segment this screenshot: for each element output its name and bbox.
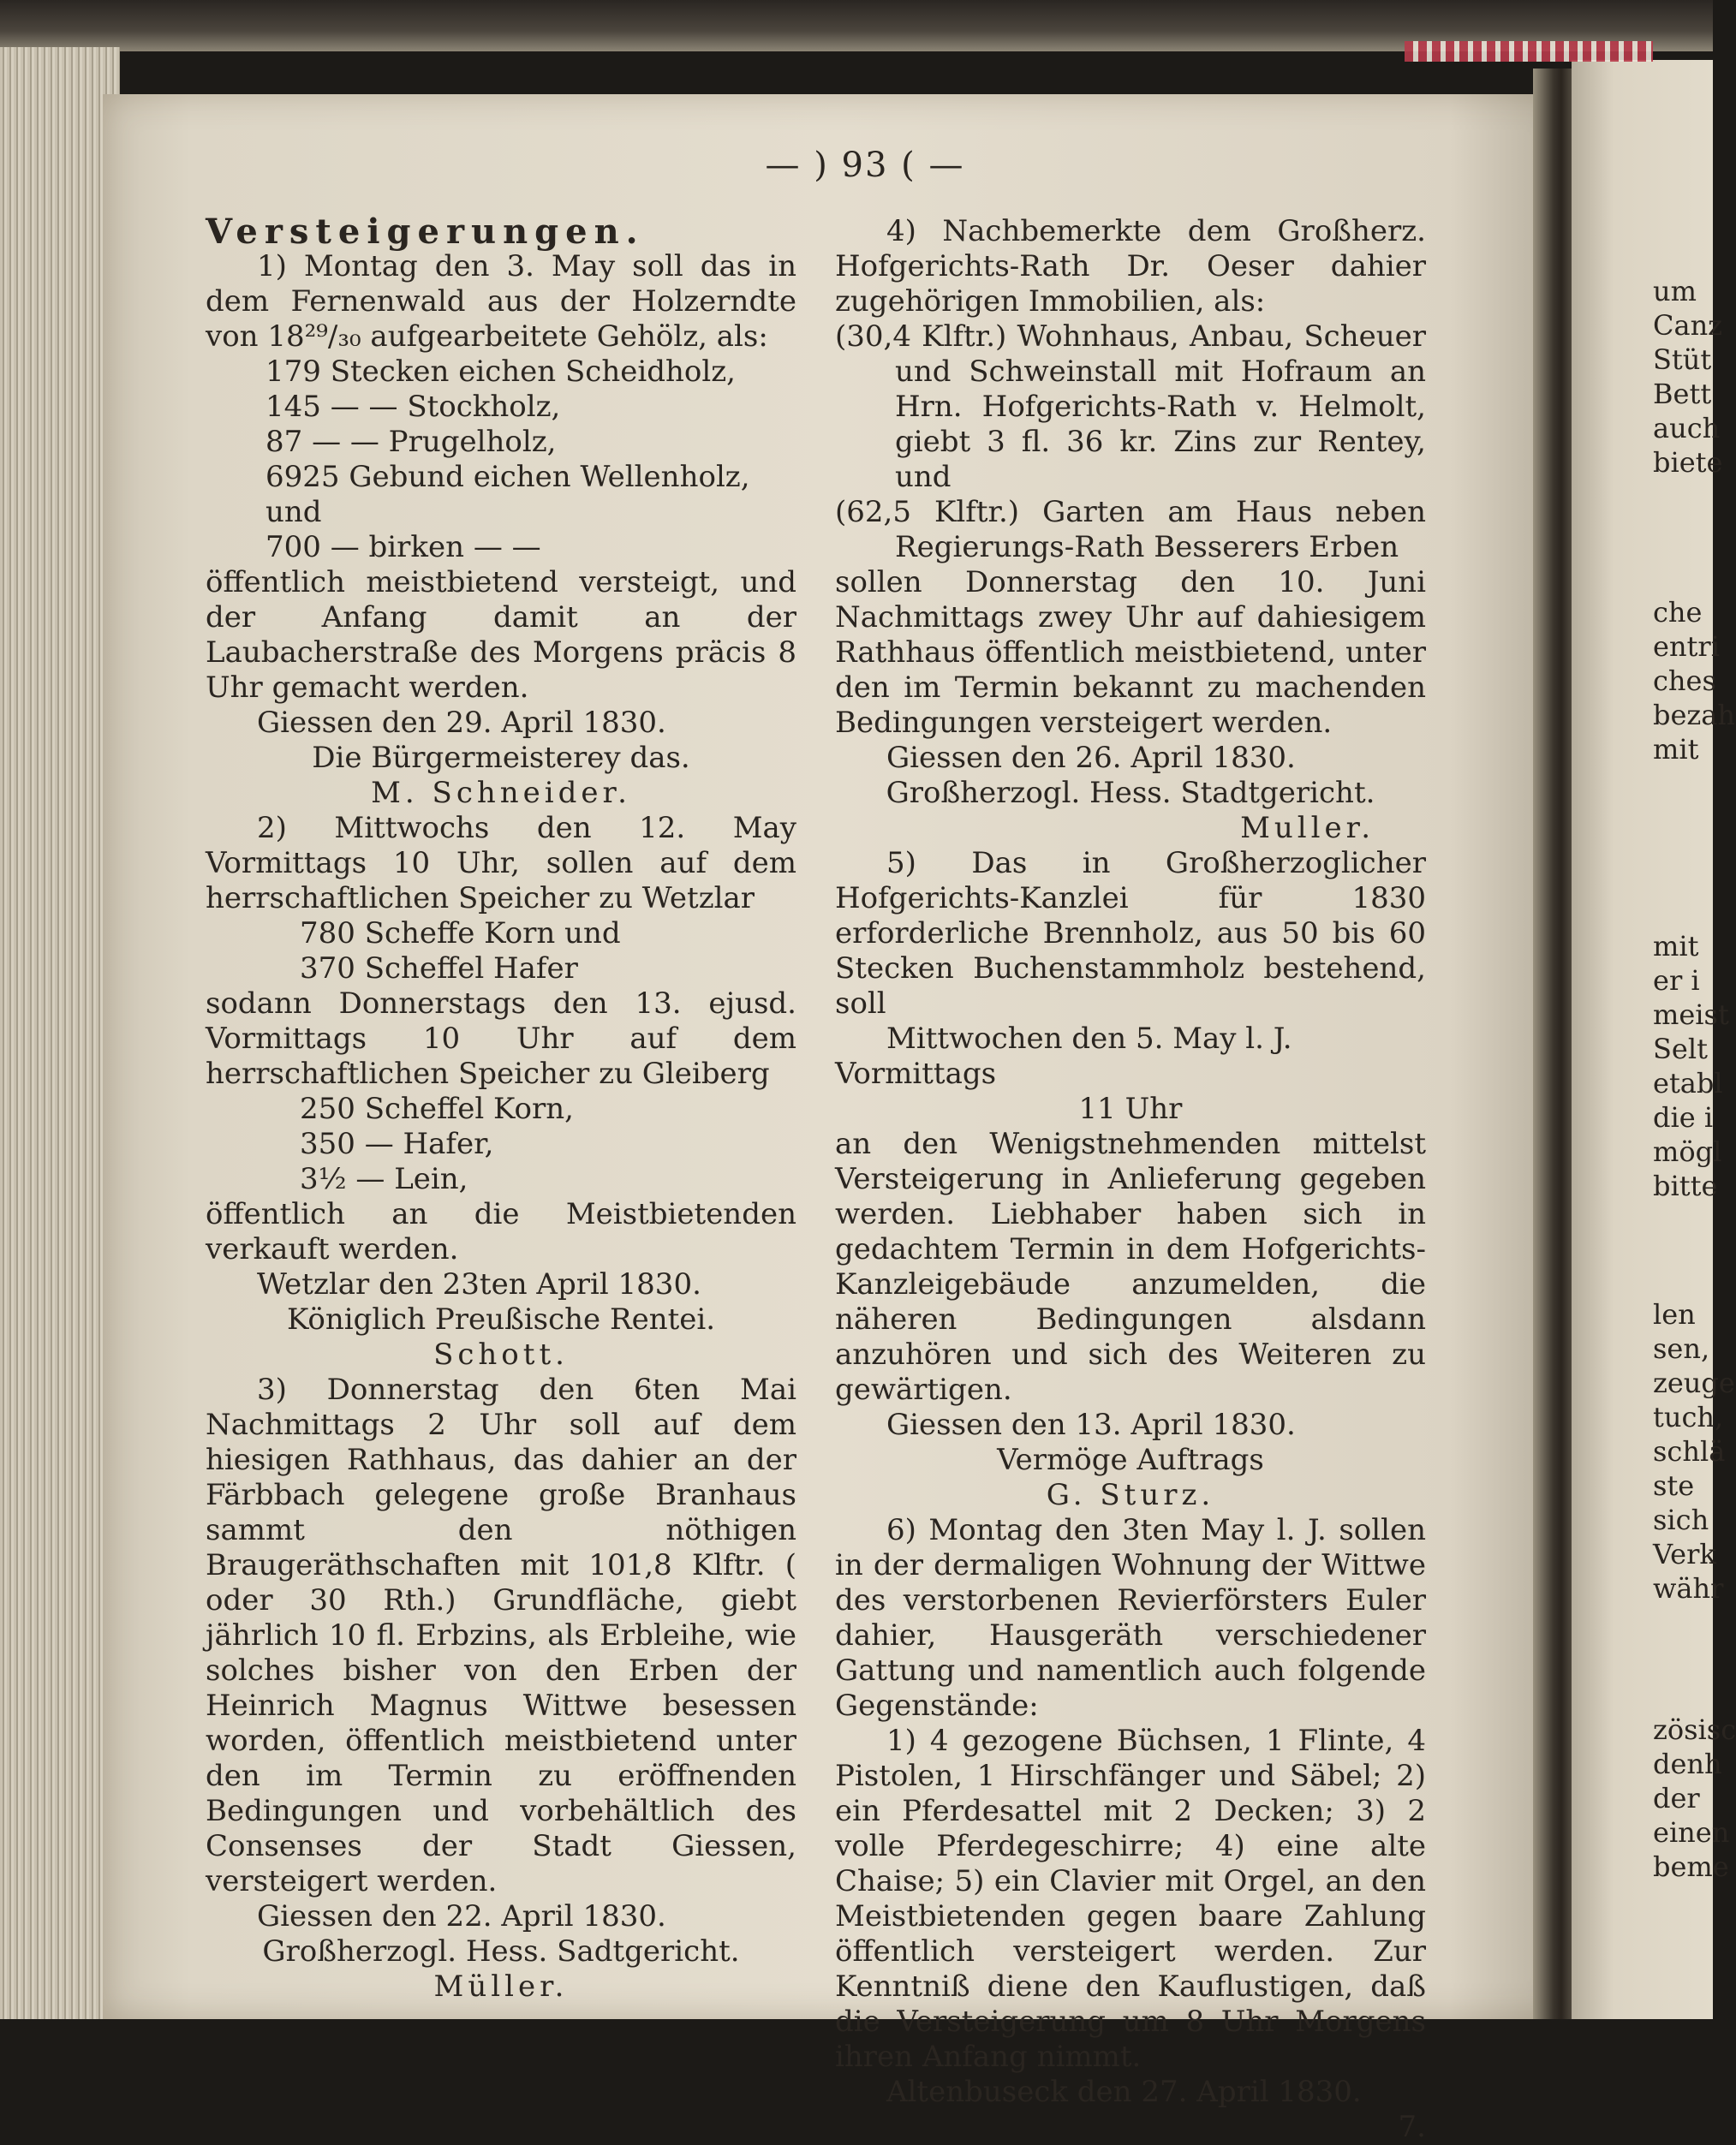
bookmark-ribbon — [1405, 41, 1653, 62]
notice-5-authority: Vermöge Auftrags — [997, 1443, 1264, 1477]
fragment-word: die i — [1653, 1101, 1714, 1134]
notice-4-text: 4) Nachbemerkte dem Großherz. Hofgerichts-Rath Dr. Oeser dahier zugehörigen Immobilien, als: — [835, 214, 1426, 319]
notice-4-authority: Großherzogl. Hess. Stadtgericht. — [886, 776, 1375, 810]
book-page-stack — [0, 47, 120, 2019]
fragment-word: Selt — [1653, 1033, 1708, 1065]
notice-4-items — [835, 319, 1426, 565]
fragment-word: sich — [1653, 1504, 1709, 1536]
notice-5-text: 5) Das in Großherzoglicher Hofgerichts-Kanzlei für 1830 erforderliche Brennholz, aus 50 bis 60 Stecken Buchenstammholz bestehend, soll — [835, 846, 1426, 1021]
list-item: (62,5 Klftr.) Garten am Haus neben Regierungs-Rath Besserers Erben — [835, 495, 1426, 564]
notice-5-after: an den Wenigstnehmenden mittelst Versteigerung in Anlieferung gegeben werden. Liebhaber haben sich in gedachtem Termin in dem Hofgerichts-Kanzleigebäude anzumelden, die näheren Bedingungen alsdann anzuhören und sich des Weiteren zu gewärtigen. — [835, 1127, 1426, 1407]
notice-5-place: Giessen den 13. April 1830. — [886, 1408, 1296, 1442]
list-item: 700 — birken — — — [265, 530, 541, 564]
notice-5-time-2: 11 Uhr — [1078, 1092, 1183, 1126]
fragment-word: tuch, — [1653, 1401, 1724, 1433]
list-item: 145 — — Stockholz, — [265, 390, 561, 424]
notice-2-after: öffentlich an die Meistbietenden verkauft werden. — [206, 1197, 796, 1266]
notice-3-text: 3) Donnerstag den 6ten Mai Nachmittags 2 Uhr soll auf dem hiesigen Rathhaus, das dahier an der Färbbach gelegene große Branhaus sammt den nöthigen Braugeräthschaften mit 101,8 Klftr. ( oder 30 Rth.) Grundfläche, giebt jährlich 10 fl. Erbzins, als Erbleihe, wie solches bisher von den Erben der Heinrich Magnus Wittwe besessen worden, öffentlich meistbietend unter den im Termin zu eröffnenden Bedingungen und vorbehältlich des Consenses der Stadt Giessen, versteigert werden. — [206, 1373, 796, 1898]
notice-6-place: Altenbuseck den 27. April 1830. — [886, 2075, 1362, 2109]
fragment-word: um — [1653, 275, 1697, 307]
notice-6-list: 1) 4 gezogene Büchsen, 1 Flinte, 4 Pistolen, 1 Hirschfänger und Säbel; 2) ein Pferdesattel mit 2 Decken; 3) 2 volle Pferdegeschirre; 4) eine alte Chaise; 5) ein Clavier mit Orgel, an den Meistbietenden gegen baare Zahlung öffentlich versteigert werden. Zur Kenntniß diene den Kauflustigen, daß die Versteigerung um 8 Uhr Morgens ihren Anfang nimmt. — [835, 1724, 1426, 2074]
fragment-word: Verk — [1653, 1538, 1716, 1570]
notice-3-authority: Großherzogl. Hess. Sadtgericht. — [262, 1934, 740, 1969]
list-item: 250 Scheffel Korn, — [300, 1092, 574, 1126]
fragment-word: mit — [1653, 733, 1699, 766]
notice-5-time: Mittwochen den 5. May l. J. Vormittags — [835, 1022, 1292, 1091]
notice-4-after: sollen Donnerstag den 10. Juni Nachmittags zwey Uhr auf dahiesigem Rathhaus öffentlich meistbietend, unter den im Termin bekannt zu machenden Bedingungen versteigert werden. — [835, 565, 1426, 740]
list-item: 350 — Hafer, — [300, 1127, 494, 1161]
fragment-word: Stüt — [1653, 343, 1712, 376]
fragment-word: ches — [1653, 664, 1716, 697]
fragment-word: bitte — [1653, 1170, 1718, 1202]
list-item: 87 — — Prugelholz, — [265, 425, 557, 459]
fragment-word: schlä — [1653, 1435, 1726, 1468]
notice-5-signature: G. Sturz. — [1046, 1478, 1215, 1512]
fragment-word: ste — [1653, 1469, 1695, 1502]
section-heading: Versteigerungen. — [206, 212, 645, 252]
list-item: 179 Stecken eichen Scheidholz, — [265, 355, 736, 389]
fragment-word: beme — [1653, 1850, 1729, 1883]
fragment-word: len — [1653, 1298, 1696, 1331]
notice-4-signature: Muller. — [1240, 811, 1375, 845]
notice-1-items — [206, 355, 796, 565]
list-item: 370 Scheffel Hafer — [300, 951, 578, 986]
notice-1-authority: Die Bürgermeisterey das. — [312, 741, 690, 775]
notice-1-text: 1) Montag den 3. May soll das in dem Fernenwald aus der Holzerndte von 18²⁹/₃₀ aufgearbeitete Gehölz, als: — [206, 249, 796, 354]
fragment-word: zösisc — [1653, 1713, 1736, 1746]
notice-2-place: Wetzlar den 23ten April 1830. — [257, 1267, 701, 1302]
fragment-word: auch — [1653, 412, 1721, 444]
list-item: 780 Scheffe Korn und — [300, 916, 621, 950]
fragment-word: meist — [1653, 998, 1729, 1031]
fragment-word: sen, — [1653, 1332, 1710, 1365]
fragment-word: Bett — [1653, 378, 1712, 410]
notice-2-items — [206, 916, 796, 986]
notice-1-after: öffentlich meistbietend versteigt, und der Anfang damit an der Laubacherstraße des Morgens präcis 8 Uhr gemacht werden. — [206, 565, 796, 705]
fragment-word: biete — [1653, 446, 1723, 479]
list-item: 6925 Gebund eichen Wellenholz, und — [265, 460, 750, 529]
list-item: (30,4 Klftr.) Wohnhaus, Anbau, Scheuer und Schweinstall mit Hofraum an Hrn. Hofgerichts-Rath v. Helmolt, giebt 3 fl. 36 kr. Zins zur Rentey, und — [835, 319, 1426, 494]
fragment-word: mögl — [1653, 1135, 1722, 1168]
left-column — [206, 214, 796, 2005]
notice-2-authority: Königlich Preußische Rentei. — [286, 1302, 716, 1337]
notice-3-place: Giessen den 22. April 1830. — [257, 1899, 666, 1933]
fragment-word: denh — [1653, 1748, 1722, 1780]
list-item: 3½ — Lein, — [300, 1162, 468, 1196]
fragment-word: entri — [1653, 630, 1720, 663]
notice-2-signature: Schott. — [433, 1338, 569, 1372]
fragment-word: mit — [1653, 930, 1699, 962]
fragment-word: der — [1653, 1782, 1700, 1814]
notice-6-mark: 7. — [1398, 2110, 1426, 2144]
fragment-word: Canz — [1653, 309, 1723, 342]
notice-2-items-2 — [206, 1092, 796, 1197]
notice-6-text: 6) Montag den 3ten May l. J. sollen in der dermaligen Wohnung der Wittwe des verstorbenen Revierförsters Euler dahier, Hausgeräth verschiedener Gattung und namentlich auch folgende Gegenstände: — [835, 1513, 1426, 1723]
notice-1-place: Giessen den 29. April 1830. — [257, 706, 666, 740]
notice-4-place: Giessen den 26. April 1830. — [886, 741, 1296, 775]
fragment-word: bezah — [1653, 699, 1735, 731]
fragment-word: che — [1653, 596, 1703, 629]
page-number: — ) 93 ( — — [765, 146, 965, 185]
notice-2-text: 2) Mittwochs den 12. May Vormittags 10 Uhr, sollen auf dem herrschaftlichen Speicher zu Wetzlar — [206, 811, 796, 915]
notice-1-signature: M. Schneider. — [371, 776, 631, 810]
notice-3-signature: Müller. — [433, 1969, 569, 2004]
fragment-word: währ — [1653, 1572, 1724, 1605]
notice-2-mid: sodann Donnerstags den 13. ejusd. Vormittags 10 Uhr auf dem herrschaftlichen Speicher zu Gleiberg — [206, 986, 796, 1091]
fragment-word: einen — [1653, 1816, 1730, 1849]
fragment-word: er i — [1653, 964, 1700, 997]
fragment-word: zeuge — [1653, 1367, 1735, 1399]
right-column — [835, 214, 1426, 2145]
fragment-word: etabl — [1653, 1067, 1723, 1099]
